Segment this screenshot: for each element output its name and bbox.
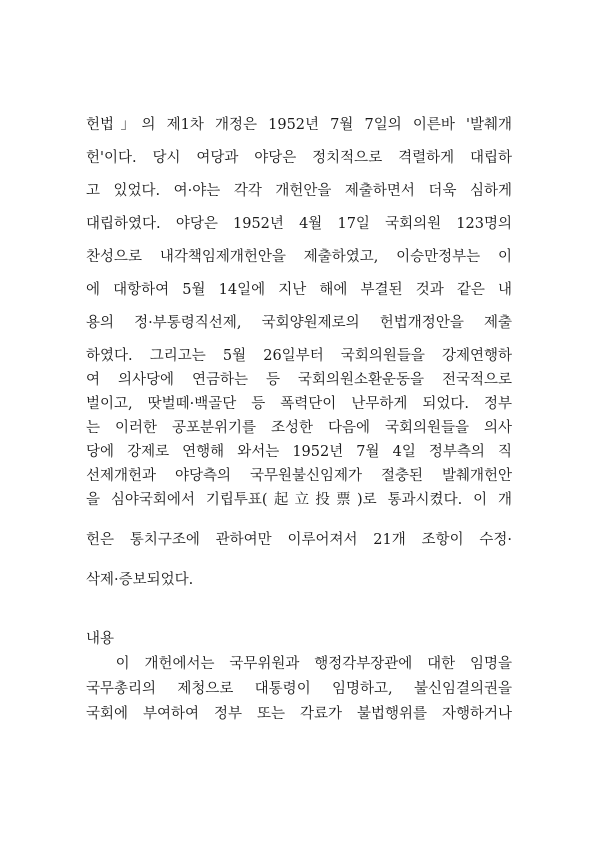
body-line: 헌법」의 제1차 개정은 1952년 7월 7일의 이른바 '발췌개 xyxy=(86,117,512,133)
section-line: 국무총리의 제청으로 대통령이 임명하고, 불신임결의권을 xyxy=(86,681,512,697)
section-line: 국회에 부여하여 정부 또는 각료가 불법행위를 자행하거나 xyxy=(86,706,512,722)
body-line: 벌이고, 땃벌떼·백골단 등 폭력단이 난무하게 되었다. 정부 xyxy=(86,396,512,412)
body-line: 는 이러한 공포분위기를 조성한 다음에 국회의원들을 의사 xyxy=(86,420,512,436)
body-line: 당에 강제로 연행해 와서는 1952년 7월 4일 정부측의 직 xyxy=(86,444,512,460)
body-line: 고 있었다. 여·야는 각각 개헌안을 제출하면서 더욱 심하게 xyxy=(86,183,512,199)
body-line: 여 의사당에 연금하는 등 국회의원소환운동을 전국적으로 xyxy=(86,372,512,388)
body-line: 헌은 통치구조에 관하여만 이루어져서 21개 조항이 수정· xyxy=(86,532,512,548)
body-line: 헌'이다. 당시 여당과 야당은 정치적으로 격렬하게 대립하 xyxy=(86,150,512,166)
body-line: 을 심야국회에서 기립투표(起立投票)로 통과시켰다. 이 개 xyxy=(86,492,512,508)
section-line: 이 개헌에서는 국무위원과 행정각부장관에 대한 임명을 xyxy=(86,656,512,672)
body-line-last: 삭제·증보되었다. xyxy=(86,572,194,588)
section-heading: 내용 xyxy=(86,631,115,647)
body-line: 하였다. 그리고는 5월 26일부터 국회의원들을 강제연행하 xyxy=(86,348,512,364)
body-line: 선제개헌과 야당측의 국무원불신임제가 절충된 발췌개헌안 xyxy=(86,468,512,484)
body-line: 찬성으로 내각책임제개헌안을 제출하였고, 이승만정부는 이 xyxy=(86,249,512,265)
body-line: 에 대항하여 5월 14일에 지난 해에 부결된 것과 같은 내 xyxy=(86,282,512,298)
body-line: 용의 정·부통령직선제, 국회양원제로의 헌법개정안을 제출 xyxy=(86,315,512,331)
body-line: 대립하였다. 야당은 1952년 4월 17일 국회의원 123명의 xyxy=(86,216,512,232)
